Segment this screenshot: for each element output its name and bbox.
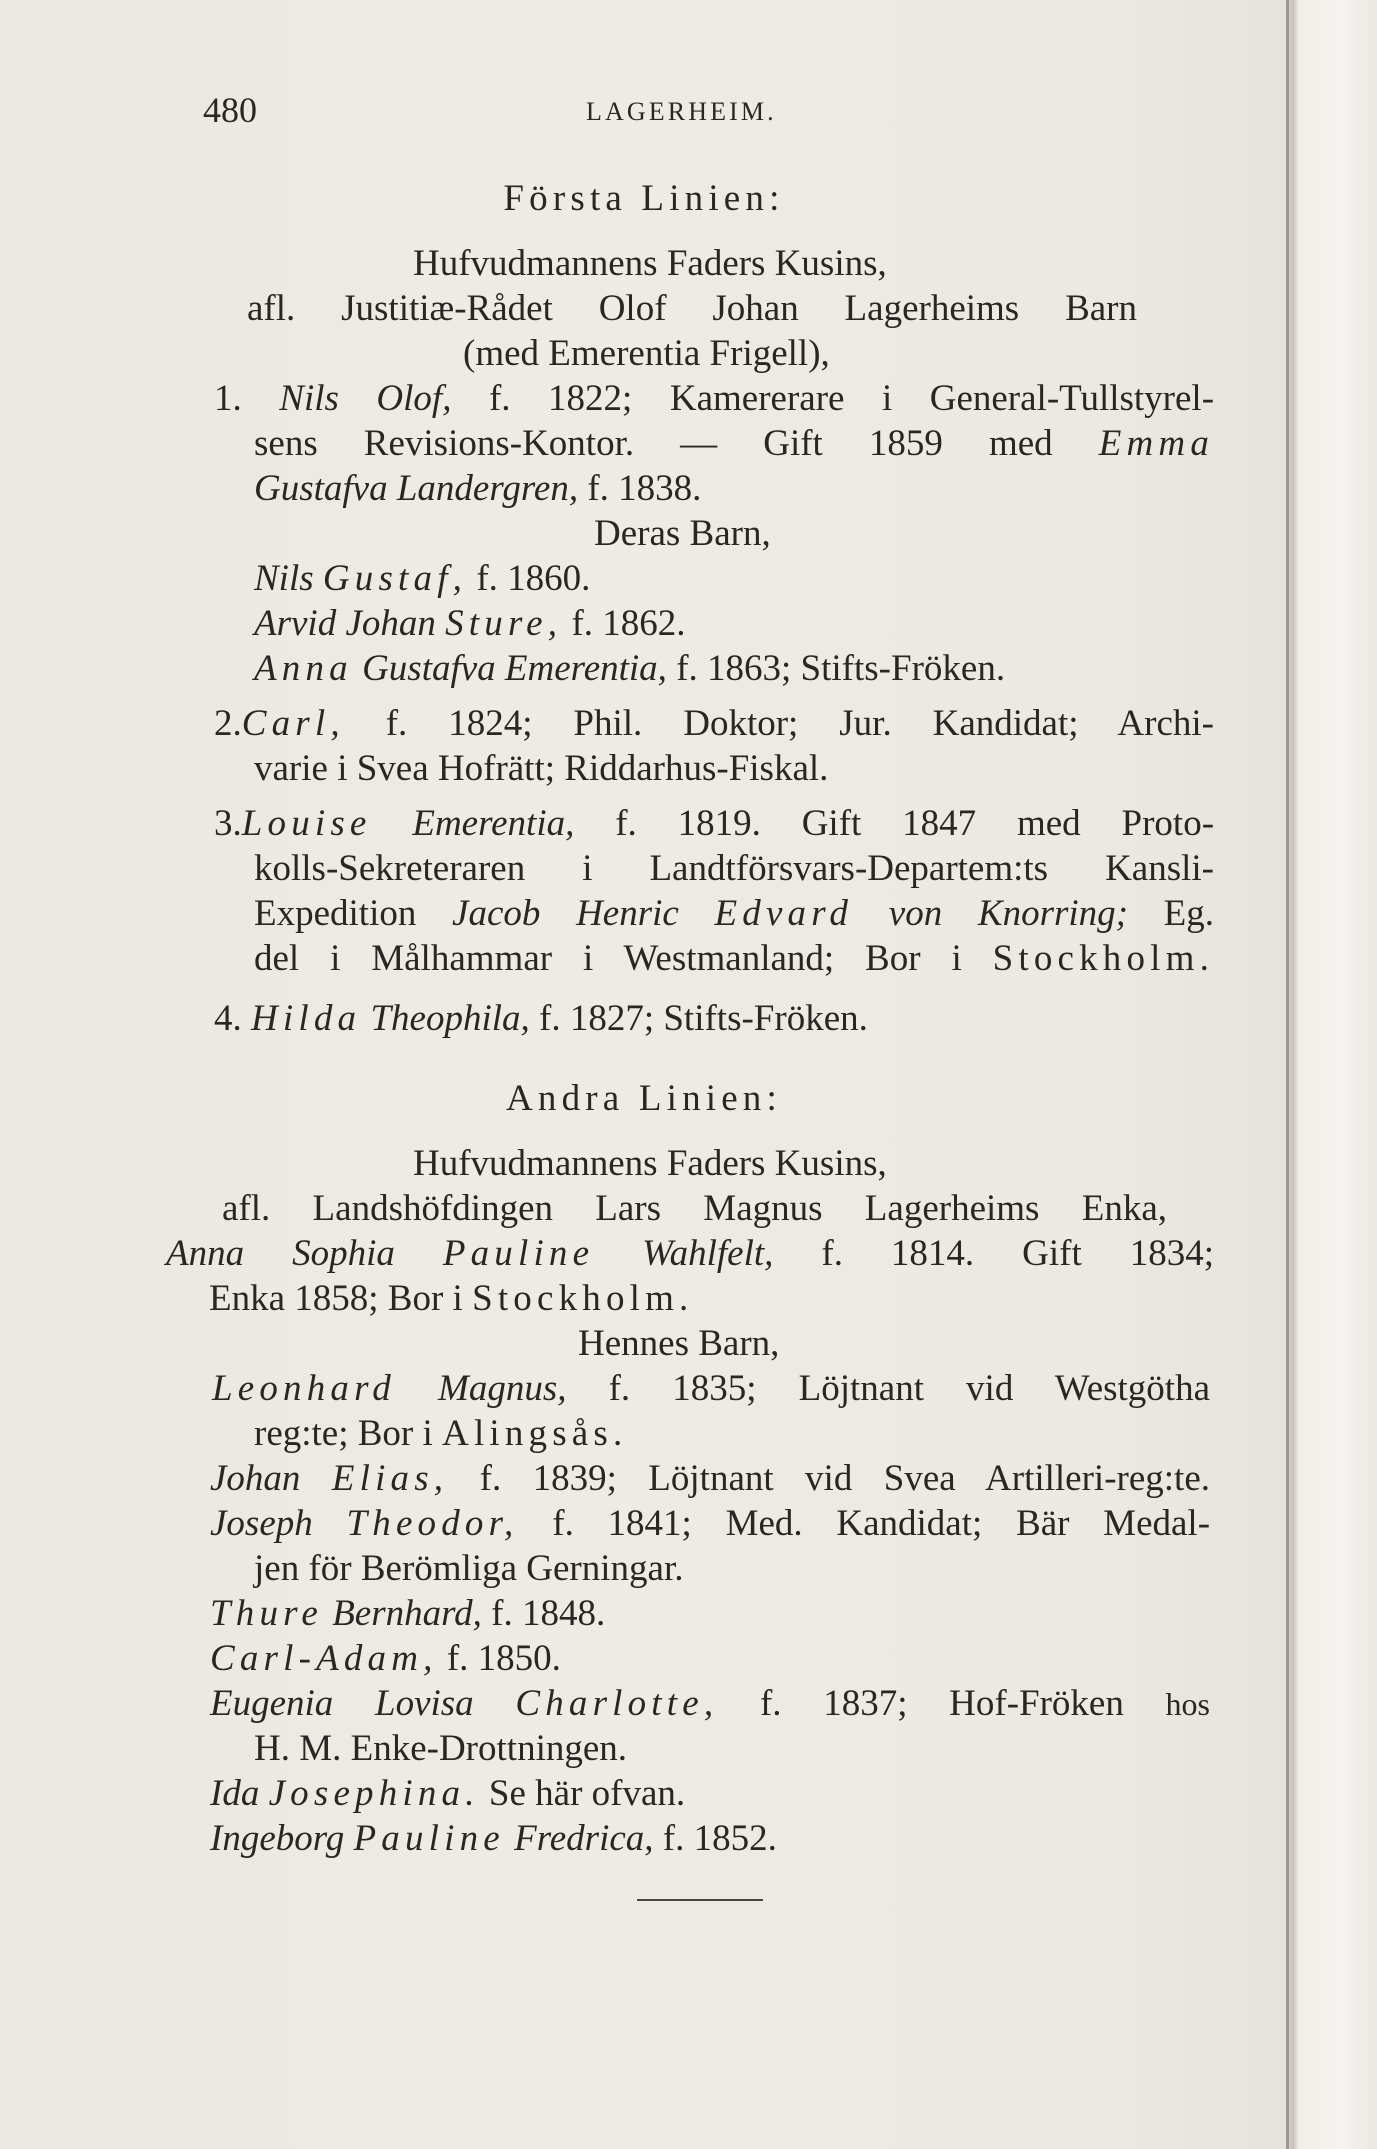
kid-8-name1: Ingeborg (210, 1818, 345, 1859)
entry-1-desc-2: sens Revisions-Kontor. — Gift 1859 med (254, 423, 1053, 464)
book-spine (1286, 0, 1377, 2149)
first-line-intro-1: Hufvudmannens Faders Kusins, (413, 243, 887, 284)
child-1-name1: Nils (254, 558, 314, 599)
entry-2-text-1: f. 1824; Phil. Doktor; Jur. Kandidat; Archi- (385, 703, 1214, 744)
kid-1-text-2b: Alingsås. (442, 1413, 628, 1454)
section-title-first-line: Första Linien: (503, 178, 785, 219)
entry-1-name: Nils Olof, (279, 378, 452, 419)
kid-8 (210, 1817, 777, 1861)
child-3-name2: Gustafva Emerentia, (362, 648, 667, 689)
first-line-intro-2: afl. Justitiæ-Rådet Olof Johan Lagerheims Barn (247, 288, 1137, 329)
second-line-intro-1: Hufvudmannens Faders Kusins, (413, 1143, 887, 1184)
widow-text-2b: Stockholm. (472, 1278, 694, 1319)
entry-1-birth: f. 1822; (488, 378, 633, 419)
entry-3-line-3 (254, 892, 1214, 936)
kid-3-name2: Theodor, (346, 1503, 519, 1544)
entry-2-number: 2. (214, 703, 242, 744)
child-2-birth: f. 1862. (571, 603, 686, 644)
running-title: LAGERHEIM. (586, 97, 777, 126)
kid-4-name2: Bernhard, (332, 1593, 482, 1634)
kid-7-text: Se här ofvan. (488, 1773, 686, 1814)
entry-3-spouse-a: Jacob Henric (452, 893, 679, 934)
kid-2-text: f. 1839; Löjtnant vid Svea Artilleri-reg:te. (479, 1458, 1211, 1499)
entry-1-line-2 (254, 422, 1214, 466)
kid-7-name2: Josephina. (268, 1773, 480, 1814)
entry-3-text-1: f. 1819. Gift 1847 med Proto- (615, 803, 1215, 844)
child-3 (254, 647, 1005, 691)
kid-6-text-2: H. M. Enke-Drottningen. (254, 1728, 628, 1769)
entry-1-number: 1. (214, 378, 242, 419)
entry-1-wife-2: Gustafva Landergren, (254, 468, 579, 509)
first-line-intro-3: (med Emerentia Frigell), (463, 333, 830, 374)
kid-6-text-small: hos (1165, 1686, 1210, 1722)
kid-6-name1: Eugenia Lovisa (210, 1683, 474, 1724)
entry-3-text-3a: Expedition (254, 893, 417, 934)
kid-2-name2: Elias, (331, 1458, 449, 1499)
entry-1-desc-1: Kamererare i General-Tullstyrel- (669, 378, 1215, 419)
entry-4-text: f. 1827; Stifts-Fröken. (539, 998, 868, 1039)
child-3-birth: f. 1863; Stifts-Fröken. (676, 648, 1006, 689)
kid-4-text: f. 1848. (491, 1593, 606, 1634)
kid-6-line-1 (210, 1682, 1210, 1726)
widow-text-2a: Enka 1858; Bor i (209, 1278, 463, 1319)
kid-6-text: f. 1837; Hof-Fröken (759, 1683, 1124, 1724)
end-rule (637, 1899, 763, 1901)
widow-line-1 (166, 1232, 1214, 1276)
entry-1-line-3 (254, 467, 701, 511)
kid-5-text: f. 1850. (446, 1638, 561, 1679)
entry-4-number: 4. (214, 998, 242, 1039)
widow-name-a: Anna Sophia (166, 1233, 395, 1274)
kid-1-text: f. 1835; Löjtnant vid Westgötha (608, 1368, 1210, 1409)
children-heading-2: Hennes Barn, (578, 1323, 780, 1364)
kid-3-text: f. 1841; Med. Kandidat; Bär Medal- (552, 1503, 1211, 1544)
kid-1-line-2 (254, 1412, 627, 1456)
kid-8-name3: Fredrica, (514, 1818, 654, 1859)
entry-3-number: 3. (214, 803, 242, 844)
child-2-name2: Sture, (445, 603, 563, 644)
kid-1-text-2a: reg:te; Bor i (254, 1413, 433, 1454)
child-1-birth: f. 1860. (476, 558, 591, 599)
kid-7-name1: Ida (210, 1773, 260, 1814)
kid-6-name2: Charlotte, (515, 1683, 719, 1724)
child-2 (254, 602, 686, 646)
entry-3-spouse-b: Edvard (714, 893, 854, 934)
kid-8-name2: Pauline (353, 1818, 505, 1859)
kid-3-text-2: jen för Berömliga Gerningar. (254, 1548, 684, 1589)
entry-3-name1: Louise (241, 803, 372, 844)
kid-1-name1: Leonhard (212, 1368, 396, 1409)
entry-3-name2: Emerentia, (412, 803, 575, 844)
entry-1-wife-1: Emma (1098, 423, 1215, 464)
page-number: 480 (203, 90, 257, 130)
widow-name-c: Wahlfelt, (642, 1233, 774, 1274)
entry-3-line-1 (214, 802, 1214, 846)
child-1-name2: Gustaf, (322, 558, 468, 599)
kid-3-name1: Joseph (210, 1503, 313, 1544)
kid-5 (210, 1637, 561, 1681)
entry-3-spouse-c: von Knorring; (888, 893, 1128, 934)
child-3-name1: Anna (254, 648, 353, 689)
kid-4-name1: Thure (210, 1593, 323, 1634)
child-1 (254, 557, 590, 601)
entry-2-line-1 (214, 702, 1214, 746)
entry-2-name: Carl, (241, 703, 345, 744)
entry-3-text-2: kolls-Sekreteraren i Landtförsvars-Departem:ts Kansli- (254, 848, 1214, 889)
entry-1-line-1 (214, 377, 1214, 421)
entry-4-name1: Hilda (251, 998, 362, 1039)
entry-2-text-2: varie i Svea Hofrätt; Riddarhus-Fiskal. (254, 748, 829, 789)
kid-7 (210, 1772, 685, 1816)
kid-2 (210, 1457, 1210, 1501)
kid-3-line-1 (210, 1502, 1210, 1546)
widow-text: f. 1814. Gift 1834; (821, 1233, 1215, 1274)
widow-name-b: Pauline (442, 1233, 595, 1274)
kid-1-line-1 (212, 1367, 1210, 1411)
widow-line-2 (209, 1277, 693, 1321)
section-title-second-line: Andra Linien: (506, 1078, 782, 1119)
child-2-name1: Arvid Johan (254, 603, 436, 644)
entry-4-name2: Theophila, (370, 998, 530, 1039)
second-line-intro-2: afl. Landshöfdingen Lars Magnus Lagerheims Enka, (222, 1188, 1167, 1229)
entry-3-text-4a: del i Målhammar i Westmanland; Bor i (254, 938, 962, 979)
entry-1-wife-birth: f. 1838. (587, 468, 702, 509)
kid-8-text: f. 1852. (662, 1818, 777, 1859)
kid-5-name1: Carl-Adam, (210, 1638, 438, 1679)
entry-3-text-3b: Eg. (1163, 893, 1214, 934)
entry-3-line-4 (254, 937, 1214, 981)
children-heading-1: Deras Barn, (594, 513, 771, 554)
kid-2-name1: Johan (210, 1458, 301, 1499)
entry-3-text-4b: Stockholm. (992, 938, 1215, 979)
kid-4 (210, 1592, 605, 1636)
kid-1-name2: Magnus, (438, 1368, 567, 1409)
page-edge (1286, 0, 1289, 2149)
entry-4 (214, 997, 868, 1041)
